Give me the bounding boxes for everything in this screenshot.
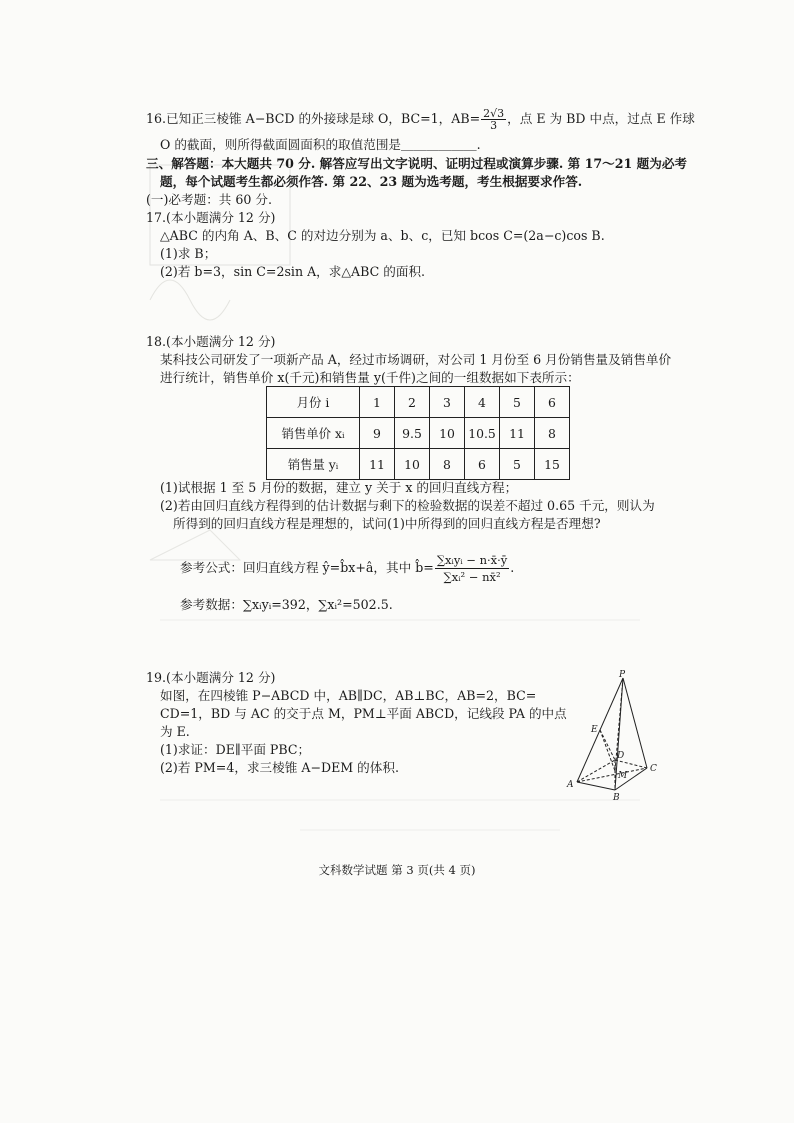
table-cell: 1 — [360, 387, 395, 418]
section3-line1: 三、解答题：本大题共 70 分. 解答应写出文字说明、证明过程或演算步骤. 第 17～21 题为必考 — [146, 156, 688, 171]
q18-formula-fraction — [435, 552, 509, 585]
edge-pc — [623, 678, 647, 768]
table-cell: 9.5 — [395, 418, 430, 449]
q17-header: 17.(本小题满分 12 分) — [146, 210, 276, 225]
q18-reference-data: 参考数据：∑xᵢyᵢ=392，∑xᵢ²=502.5. — [180, 597, 393, 612]
q19-part2: (2)若 PM=4，求三棱锥 A−DEM 的体积. — [160, 760, 399, 775]
edge-ab — [577, 782, 615, 790]
table-header-sales: 销售量 yᵢ — [267, 449, 360, 480]
edge-ad — [577, 760, 615, 782]
table-cell: 10 — [430, 418, 465, 449]
table-cell: 9 — [360, 418, 395, 449]
label-c: C — [650, 764, 657, 774]
label-d: D — [617, 751, 625, 761]
table-cell: 8 — [430, 449, 465, 480]
q18-stem2: 进行统计，销售单价 x(千元)和销售量 y(千件)之间的一组数据如下表所示： — [160, 370, 580, 385]
edge-ed — [600, 730, 615, 760]
q17-part1: (1)求 B； — [160, 246, 217, 261]
label-b: B — [613, 793, 620, 800]
label-e: E — [591, 725, 598, 735]
q18-formula — [180, 552, 514, 585]
q16-line1 — [146, 108, 695, 131]
table-header-month: 月份 i — [267, 387, 360, 418]
page-footer: 文科数学试题 第 3 页(共 4 页) — [318, 863, 476, 877]
table-header-price: 销售单价 xᵢ — [267, 418, 360, 449]
q18-formula-label: 参考公式：回归直线方程 ŷ=b̂x+â，其中 b̂= — [180, 560, 434, 575]
q17-part2: (2)若 b=3，sin C=2sin A，求△ABC 的面积. — [160, 264, 426, 279]
q16-line2: O 的截面，则所得截面圆面积的取值范围是＿＿＿＿＿＿. — [160, 137, 481, 152]
table-cell: 6 — [535, 387, 570, 418]
q17-stem: △ABC 的内角 A、B、C 的对边分别为 a、b、c，已知 bcos C=(2a−c)cos B. — [160, 228, 605, 243]
q16-frac-numerator: 2√3 — [483, 107, 505, 120]
q18-header: 18.(本小题满分 12 分) — [146, 334, 276, 349]
table-cell: 15 — [535, 449, 570, 480]
q19-stem3: 为 E. — [160, 724, 190, 739]
edge-em — [600, 730, 615, 771]
q18-formula-numerator: ∑xᵢyᵢ − n·x̄·ȳ — [436, 553, 508, 567]
q16-line1-start: 16.已知正三棱锥 A−BCD 的外接球是球 O，BC=1，AB= — [146, 111, 481, 126]
table-row-sales — [267, 449, 570, 480]
table-cell: 11 — [500, 418, 535, 449]
table-row-price — [267, 418, 570, 449]
q18-formula-denominator: ∑xᵢ² − nx̄² — [443, 570, 501, 584]
q18-part2b: 所得到的回归直线方程是理想的，试问(1)中所得到的回归直线方程是否理想? — [173, 516, 601, 531]
label-p: P — [619, 670, 626, 680]
table-row-month — [267, 387, 570, 418]
table-cell: 3 — [430, 387, 465, 418]
table-cell: 11 — [360, 449, 395, 480]
table-cell: 10.5 — [465, 418, 500, 449]
q18-stem1: 某科技公司研发了一项新产品 A，经过市场调研，对公司 1 月份至 6 月份销售量及销售单价 — [160, 352, 672, 367]
table-cell: 6 — [465, 449, 500, 480]
label-m: M — [618, 771, 628, 781]
q19-header: 19.(本小题满分 12 分) — [146, 670, 276, 685]
table-cell: 5 — [500, 387, 535, 418]
q19-stem2: CD=1，BD 与 AC 的交于点 M，PM⊥平面 ABCD，记线段 PA 的中点 — [160, 706, 567, 721]
q16-line1-end: ，点 E 为 BD 中点，过点 E 作球 — [507, 111, 695, 126]
section3-line2: 题，每个试题考生都必须作答. 第 22、23 题为选考题，考生根据要求作答. — [160, 174, 583, 189]
q18-part2a: (2)若由回归直线方程得到的估计数据与剩下的检验数据的误差不超过 0.65 千元，则认为 — [160, 498, 655, 513]
table-cell: 5 — [500, 449, 535, 480]
label-a: A — [567, 780, 574, 790]
q16-frac-denominator: 3 — [490, 119, 498, 132]
table-cell: 4 — [465, 387, 500, 418]
q19-stem1: 如图，在四棱锥 P−ABCD 中，AB∥DC，AB⊥BC，AB=2，BC= — [160, 688, 537, 703]
q18-part1: (1)试根据 1 至 5 月份的数据，建立 y 关于 x 的回归直线方程； — [160, 480, 518, 495]
q18-data-table — [266, 386, 570, 480]
table-cell: 8 — [535, 418, 570, 449]
pyramid-figure — [555, 670, 665, 800]
table-cell: 10 — [395, 449, 430, 480]
section3-sub: (一)必考题：共 60 分. — [146, 192, 273, 207]
edge-dc — [615, 760, 647, 768]
q19-part1: (1)求证：DE∥平面 PBC； — [160, 742, 311, 757]
q18-formula-period: . — [510, 560, 515, 575]
q16-fraction — [481, 108, 506, 131]
table-cell: 2 — [395, 387, 430, 418]
